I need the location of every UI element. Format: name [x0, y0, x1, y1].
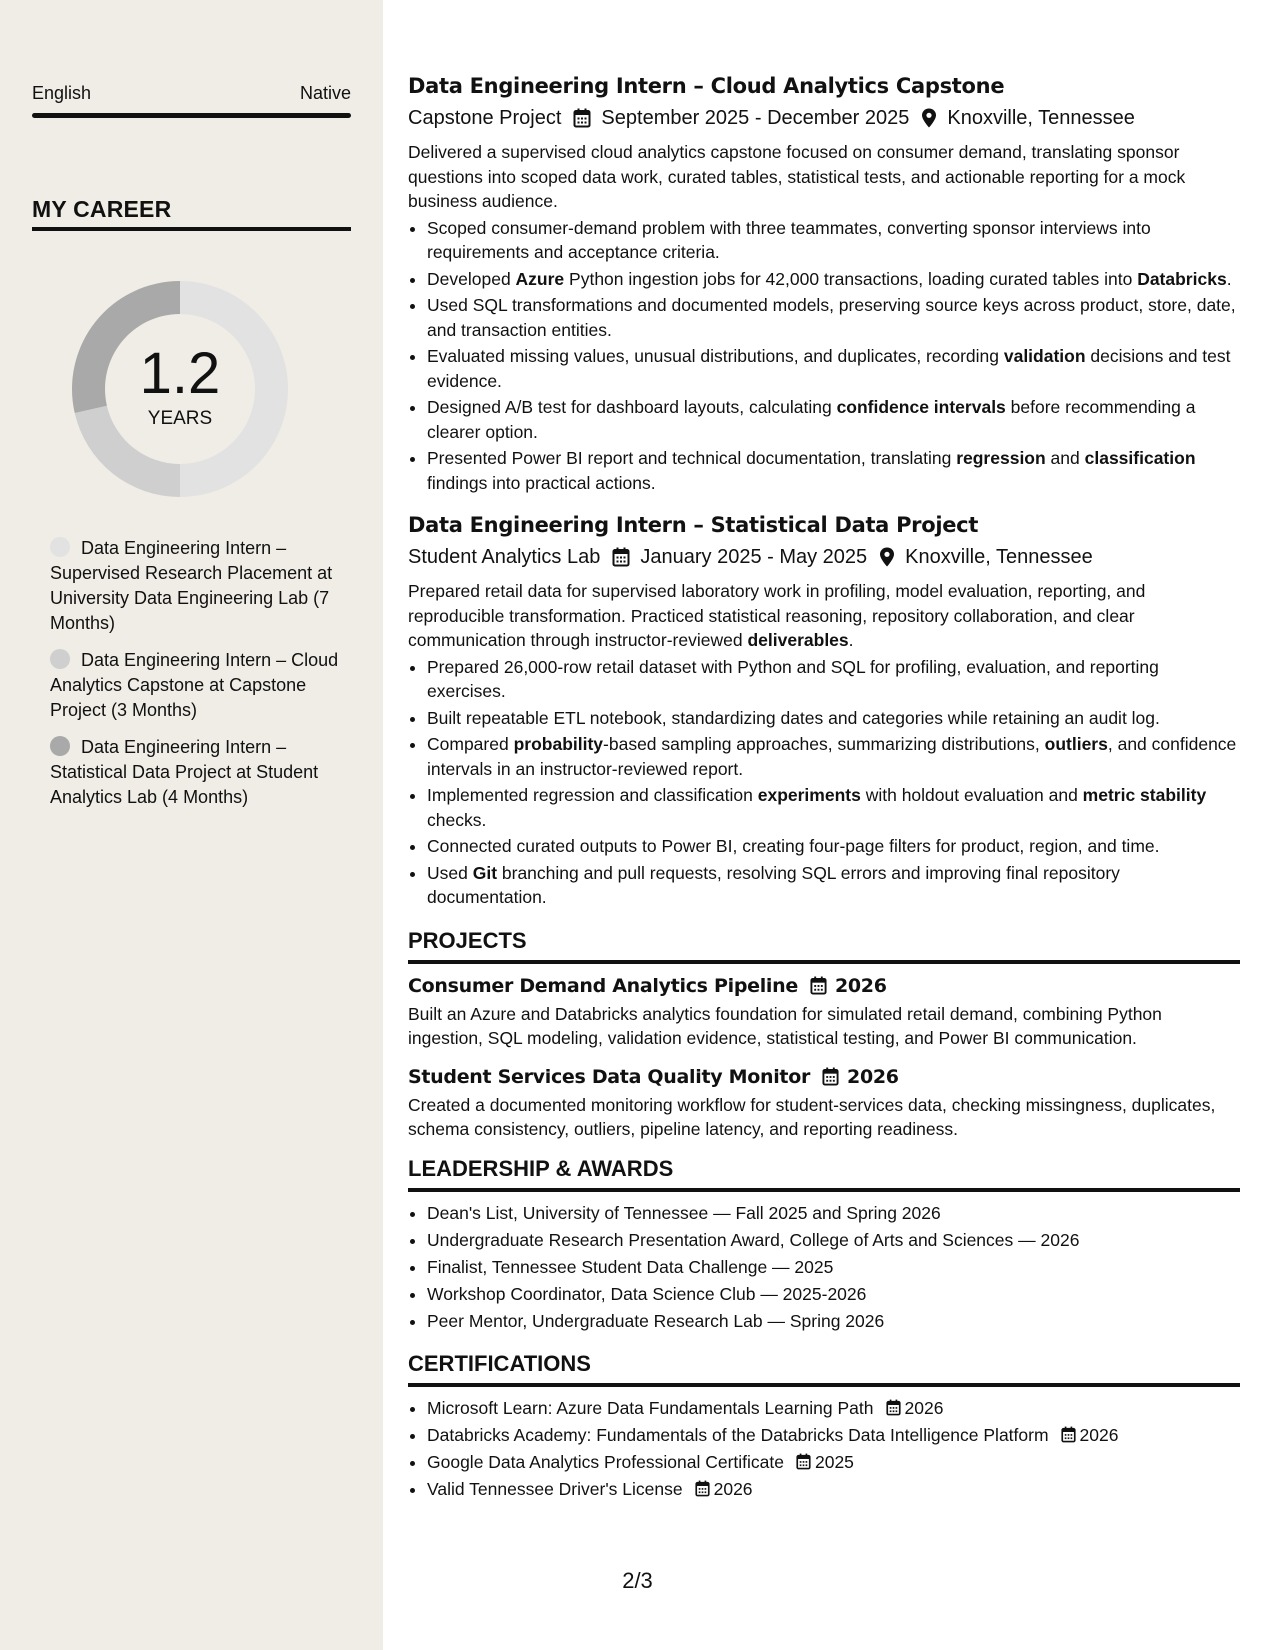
page-number: 2/3	[622, 1568, 653, 1593]
career-title: MY CAREER	[32, 196, 172, 222]
certification-name: Valid Tennessee Driver's License	[427, 1478, 683, 1499]
main-content	[408, 72, 1240, 1517]
career-years-value: 1.2	[139, 341, 221, 406]
job-bullets	[408, 655, 1240, 910]
career-legend-item	[50, 536, 340, 636]
section-divider	[408, 1383, 1240, 1387]
awards-list	[408, 1200, 1240, 1335]
project-name: Student Services Data Quality Monitor	[408, 1065, 811, 1088]
job-bullet: • Designed A/B test for dashboard layouts, calculating confidence intervals before recommending a clearer option.	[427, 395, 1240, 444]
calendar-icon	[822, 1067, 839, 1086]
certifications-list	[408, 1395, 1240, 1503]
job-bullet: • Evaluated missing values, unusual distributions, and duplicates, recording validation decisions and test evidence.	[427, 344, 1240, 393]
job-dates: September 2025 - December 2025	[601, 107, 910, 129]
certification-item	[427, 1395, 1240, 1422]
job-meta	[408, 541, 1240, 573]
certification-item	[427, 1476, 1240, 1503]
certification-item	[427, 1422, 1240, 1449]
certification-year: 2025	[814, 1451, 854, 1472]
project-description: Created a documented monitoring workflow for student-services data, checking missingness, duplicates, schema consistency, outliers, pipeline latency, and reporting readiness.	[408, 1094, 1216, 1139]
award-item: • Workshop Coordinator, Data Science Club — 2025-2026	[427, 1281, 1240, 1308]
certification-item	[427, 1449, 1240, 1476]
project-name: Consumer Demand Analytics Pipeline	[408, 974, 798, 997]
certification-year: 2026	[1079, 1424, 1119, 1445]
project-entry	[408, 972, 1240, 1051]
job-entry	[408, 72, 1240, 495]
job-bullet: • Used SQL transformations and documented models, preserving source keys across product, store, date, and transaction entities.	[427, 293, 1240, 342]
job-bullet: • Scoped consumer-demand problem with three teammates, converting sponsor interviews into requirements and acceptance criteria.	[427, 216, 1240, 265]
projects-section-title: PROJECTS	[408, 927, 527, 953]
calendar-icon	[796, 1453, 811, 1470]
calendar-icon	[695, 1480, 710, 1497]
job-bullet: • Used Git branching and pull requests, resolving SQL errors and improving final repository documentation.	[427, 861, 1240, 910]
awards-section-title: LEADERSHIP & AWARDS	[408, 1155, 674, 1181]
job-bullet: • Connected curated outputs to Power BI, creating four-page filters for product, region, and time.	[427, 834, 1240, 859]
calendar-icon	[573, 108, 591, 128]
project-header	[408, 1063, 1240, 1091]
job-bullet: • Implemented regression and classification experiments with holdout evaluation and metric stability checks.	[427, 783, 1240, 832]
legend-dot	[50, 649, 70, 669]
job-dates: January 2025 - May 2025	[640, 546, 868, 568]
certification-name: Microsoft Learn: Azure Data Fundamentals Learning Path	[427, 1397, 874, 1418]
legend-dot	[50, 537, 70, 557]
language-level-bar	[32, 113, 351, 118]
career-legend-item	[50, 735, 340, 810]
location-pin-icon	[879, 547, 895, 567]
award-item: • Dean's List, University of Tennessee — Fall 2025 and Spring 2026	[427, 1200, 1240, 1227]
award-item: • Undergraduate Research Presentation Award, College of Arts and Sciences — 2026	[427, 1227, 1240, 1254]
language-level: Native	[299, 83, 351, 103]
project-header	[408, 972, 1240, 1000]
certification-name: Google Data Analytics Professional Certificate	[427, 1451, 784, 1472]
job-bullets	[408, 216, 1240, 496]
job-description: Prepared retail data for supervised laboratory work in profiling, model evaluation, reporting, and reproducible transformation. Practiced statistical reasoning, repository collaboration, and clear communication through instructor-reviewed deliverables.	[408, 581, 1146, 650]
language-name: English	[32, 83, 92, 103]
certification-name: Databricks Academy: Fundamentals of the Databricks Data Intelligence Platform	[427, 1424, 1049, 1445]
project-year: 2026	[834, 974, 887, 997]
sidebar	[0, 0, 383, 1650]
language-row	[32, 82, 351, 104]
project-year: 2026	[847, 1065, 899, 1088]
job-entry	[408, 511, 1240, 910]
job-bullet: • Compared probability-based sampling approaches, summarizing distributions, outliers, and confidence intervals in an instructor-reviewed report.	[427, 732, 1240, 781]
legend-dot	[50, 736, 70, 756]
project-description: Built an Azure and Databricks analytics foundation for simulated retail demand, combining Python ingestion, SQL modeling, validation evidence, statistical testing, and Power BI communication.	[408, 1003, 1162, 1048]
certification-year: 2026	[713, 1478, 753, 1499]
job-bullet: • Built repeatable ETL notebook, standardizing dates and categories while retaining an audit log.	[427, 706, 1240, 731]
job-bullet: • Presented Power BI report and technical documentation, translating regression and classification findings into practical actions.	[427, 446, 1240, 495]
award-item: • Finalist, Tennessee Student Data Challenge — 2025	[427, 1254, 1240, 1281]
job-org: Capstone Project	[408, 107, 562, 129]
job-meta	[408, 102, 1240, 134]
calendar-icon	[1061, 1426, 1076, 1443]
certifications-section-title: CERTIFICATIONS	[408, 1350, 591, 1376]
section-divider	[408, 1188, 1240, 1192]
job-location: Knoxville, Tennessee	[947, 107, 1135, 129]
career-legend-text: Data Engineering Intern – Supervised Research Placement at University Data Engineering Lab (7 Months)	[50, 538, 333, 633]
career-years-unit: YEARS	[147, 408, 213, 429]
career-legend-text: Data Engineering Intern – Statistical Data Project at Student Analytics Lab (4 Months)	[50, 737, 319, 807]
calendar-icon	[612, 547, 630, 567]
job-title: Data Engineering Intern – Cloud Analytics Capstone	[408, 74, 1005, 98]
career-legend	[50, 536, 340, 822]
location-pin-icon	[921, 108, 937, 128]
calendar-icon	[810, 976, 827, 995]
calendar-icon	[886, 1399, 901, 1416]
job-description: Delivered a supervised cloud analytics capstone focused on consumer demand, translating sponsor questions into scoped data work, curated tables, statistical tests, and actionable reporting for a mock business audience.	[408, 142, 1186, 211]
section-divider	[408, 960, 1240, 964]
career-legend-item	[50, 648, 340, 723]
career-legend-text: Data Engineering Intern – Cloud Analytics Capstone at Capstone Project (3 Months)	[50, 650, 339, 720]
job-bullet: • Prepared 26,000-row retail dataset with Python and SQL for profiling, evaluation, and reporting exercises.	[427, 655, 1240, 704]
job-location: Knoxville, Tennessee	[905, 546, 1093, 568]
project-entry	[408, 1063, 1240, 1142]
certification-year: 2026	[904, 1397, 944, 1418]
job-title: Data Engineering Intern – Statistical Data Project	[408, 513, 979, 537]
award-item: • Peer Mentor, Undergraduate Research Lab — Spring 2026	[427, 1308, 1240, 1335]
job-org: Student Analytics Lab	[408, 546, 601, 568]
career-divider	[32, 227, 351, 231]
job-bullet: • Developed Azure Python ingestion jobs for 42,000 transactions, loading curated tables into Databricks.	[427, 267, 1240, 292]
